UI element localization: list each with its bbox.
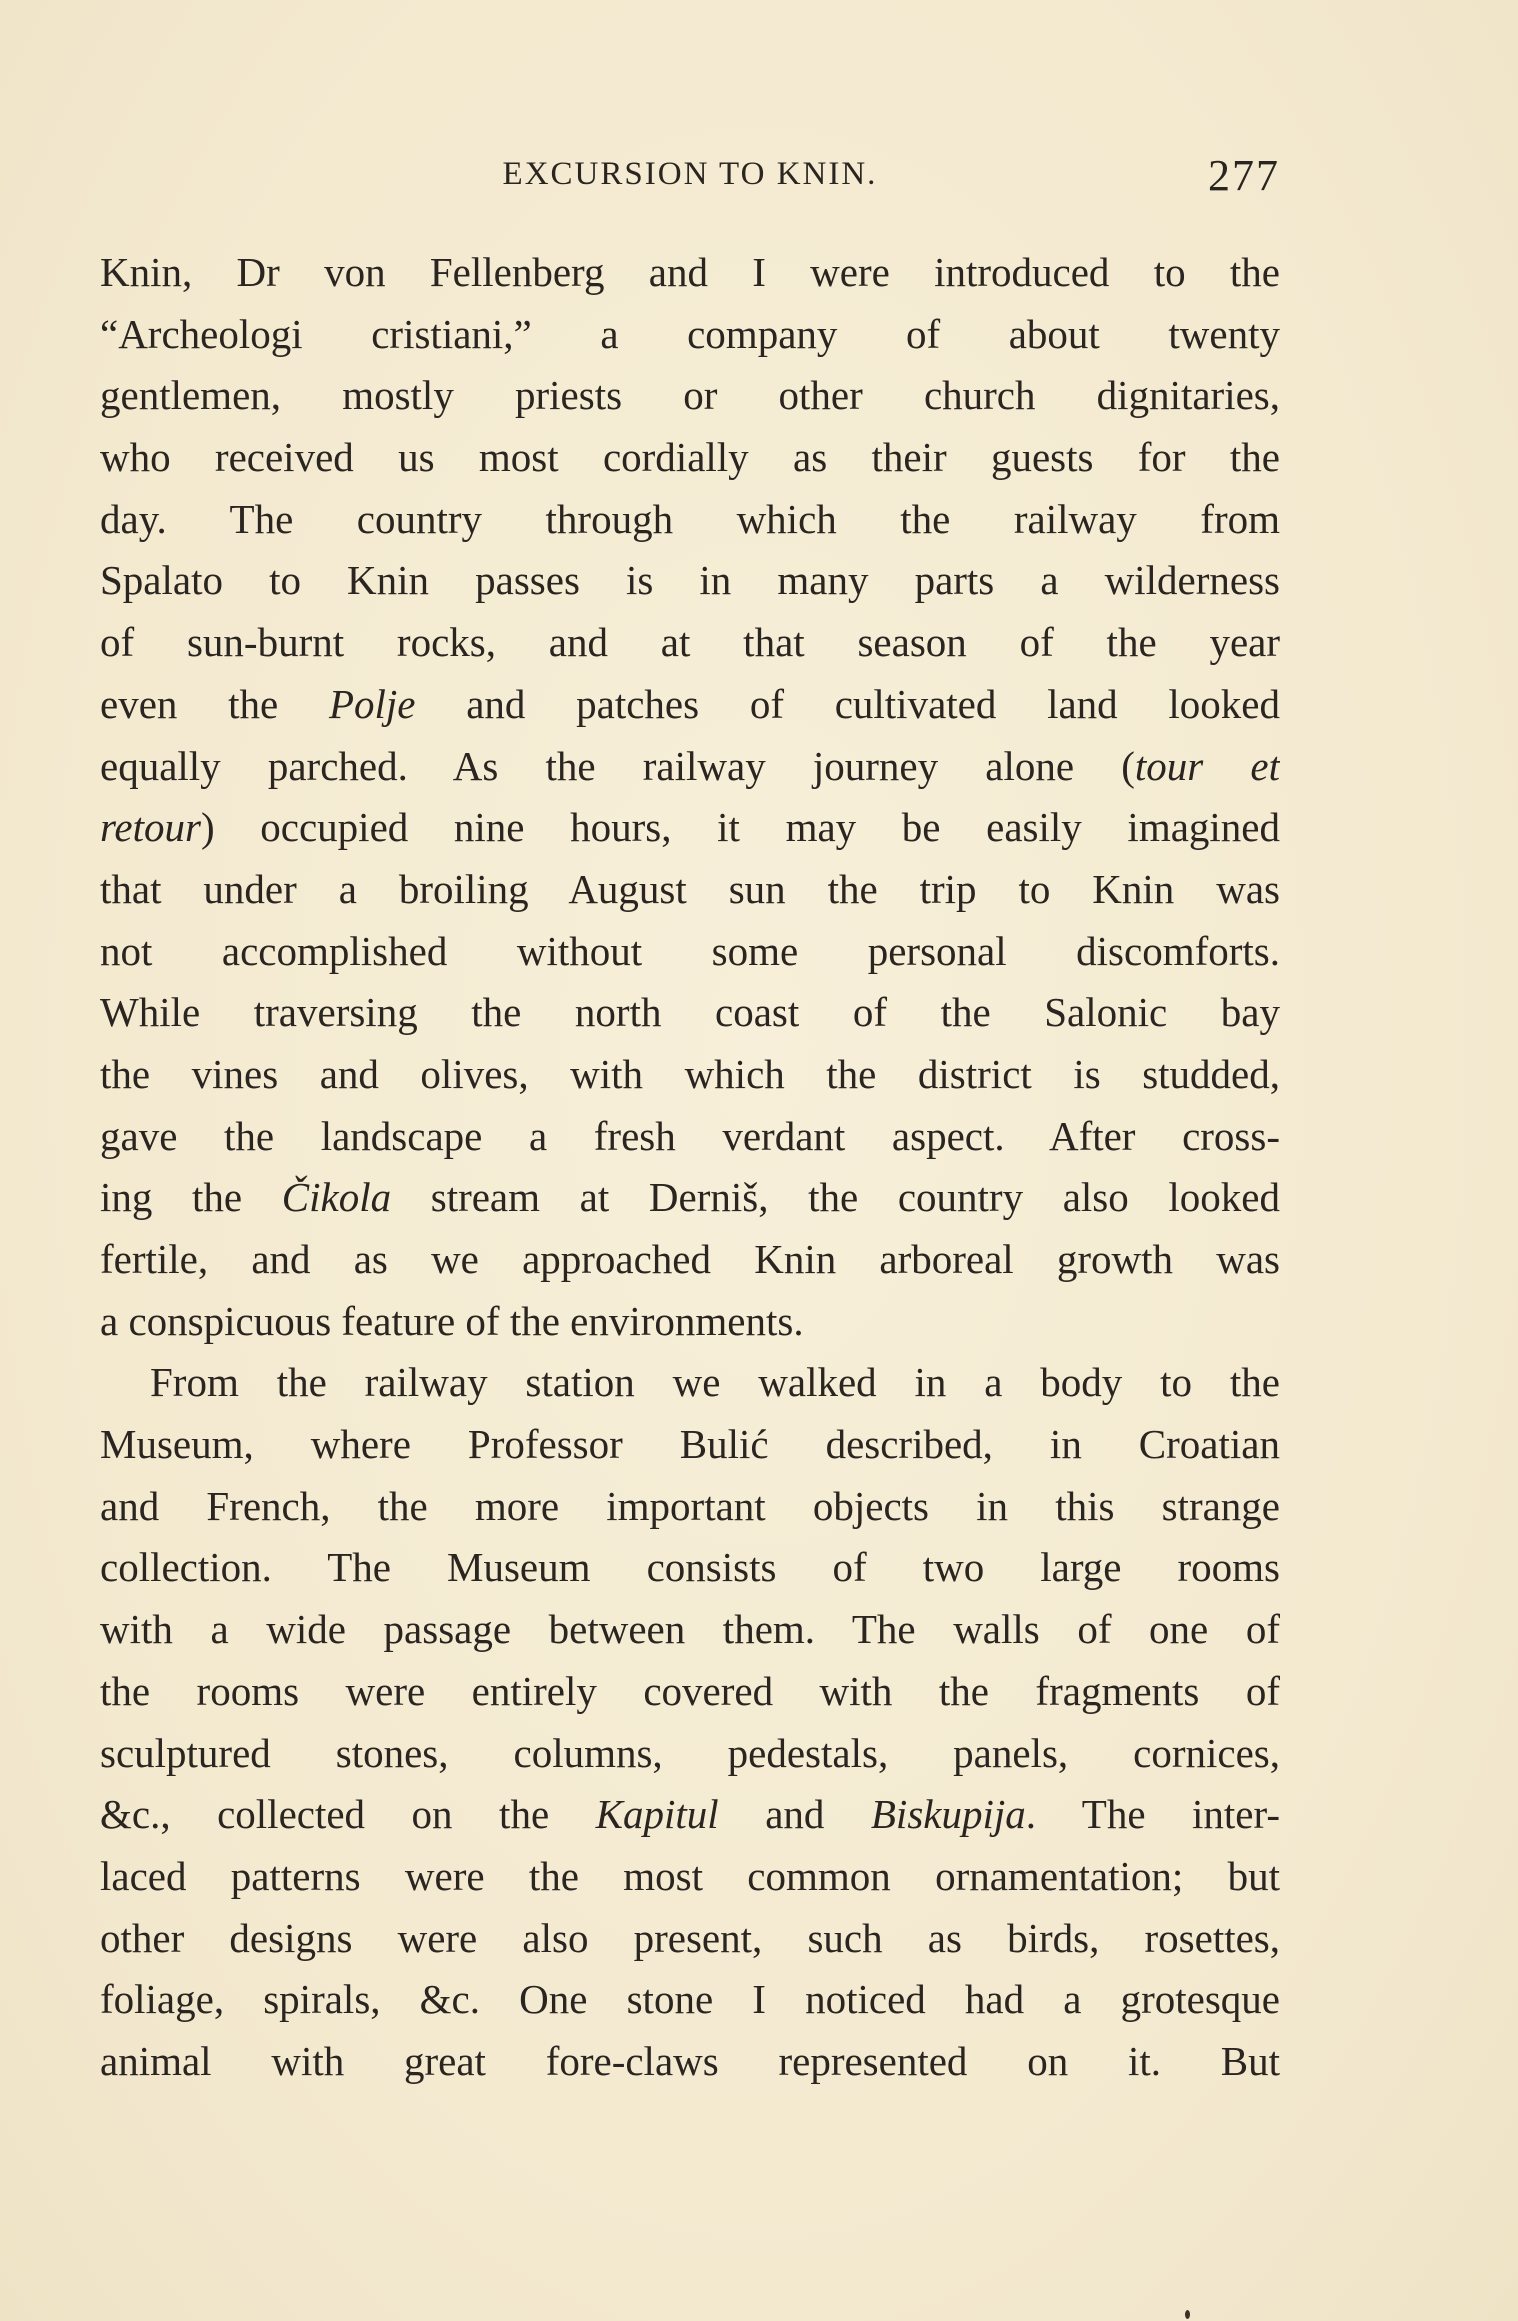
text-line: the rooms were entirely covered with the fragments of xyxy=(100,1667,1280,1714)
text-line: collection. The Museum consists of two large rooms xyxy=(100,1544,1280,1591)
italic-term: tour et xyxy=(1134,742,1280,789)
text-line: and French, the more important objects in this strange xyxy=(100,1482,1280,1529)
text-line: not accomplished without some personal discomforts. xyxy=(100,927,1280,974)
page-number: 277 xyxy=(1208,151,1280,200)
italic-term: Polje xyxy=(328,680,416,727)
text-line: a conspicuous feature of the environments. xyxy=(100,1297,804,1344)
text-line: animal with great fore-claws represented on it. But xyxy=(100,2037,1280,2084)
text-line: sculptured stones, columns, pedestals, panels, cornices, xyxy=(100,1729,1280,1776)
text-line: equally parched. As the railway journey alone (tour et xyxy=(100,742,1280,789)
text-line: laced patterns were the most common ornamentation; but xyxy=(100,1852,1280,1899)
ink-speck xyxy=(1185,2310,1190,2319)
body-text xyxy=(100,242,1280,2093)
running-title: EXCURSION TO KNIN. xyxy=(502,156,878,192)
italic-term: retour xyxy=(100,804,201,851)
text-line: gentlemen, mostly priests or other church dignitaries, xyxy=(100,372,1280,419)
text-line: gave the landscape a fresh verdant aspect. After cross- xyxy=(100,1112,1280,1159)
text-line: the vines and olives, with which the district is studded, xyxy=(100,1050,1280,1097)
text-line: While traversing the north coast of the Salonic bay xyxy=(100,989,1280,1036)
text-line: From the railway station we walked in a body to the xyxy=(150,1359,1280,1406)
text-line: Knin, Dr von Fellenberg and I were introduced to the xyxy=(100,249,1280,295)
text-line: Spalato to Knin passes is in many parts a wilderness xyxy=(100,557,1280,604)
text-line: that under a broiling August sun the trip to Knin was xyxy=(100,865,1280,912)
text-line: fertile, and as we approached Knin arboreal growth was xyxy=(100,1236,1280,1282)
text-line: ing the Čikola stream at Derniš, the country also looked xyxy=(100,1174,1280,1221)
text-line: other designs were also present, such as birds, rosettes, xyxy=(100,1914,1280,1961)
text-line: who received us most cordially as their guests for the xyxy=(100,434,1280,481)
text-line: day. The country through which the railway from xyxy=(100,495,1280,542)
italic-term: Kapitul xyxy=(595,1791,719,1838)
text-line: with a wide passage between them. The walls of one of xyxy=(100,1606,1280,1653)
italic-term: Biskupija xyxy=(870,1791,1026,1838)
text-line: retour) occupied nine hours, it may be easily imagined xyxy=(100,804,1280,851)
text-line: of sun-burnt rocks, and at that season of the year xyxy=(100,619,1280,666)
running-head xyxy=(100,150,1280,200)
text-line: Museum, where Professor Bulić described, in Croatian xyxy=(100,1421,1280,1468)
text-line: &c., collected on the Kapitul and Biskupija. The inter- xyxy=(100,1791,1280,1838)
text-line: even the Polje and patches of cultivated land looked xyxy=(100,680,1280,727)
text-line: foliage, spirals, &c. One stone I noticed had a grotesque xyxy=(100,1976,1280,2023)
text-line: “Archeologi cristiani,” a company of about twenty xyxy=(100,310,1280,357)
italic-term: Čikola xyxy=(281,1174,392,1221)
